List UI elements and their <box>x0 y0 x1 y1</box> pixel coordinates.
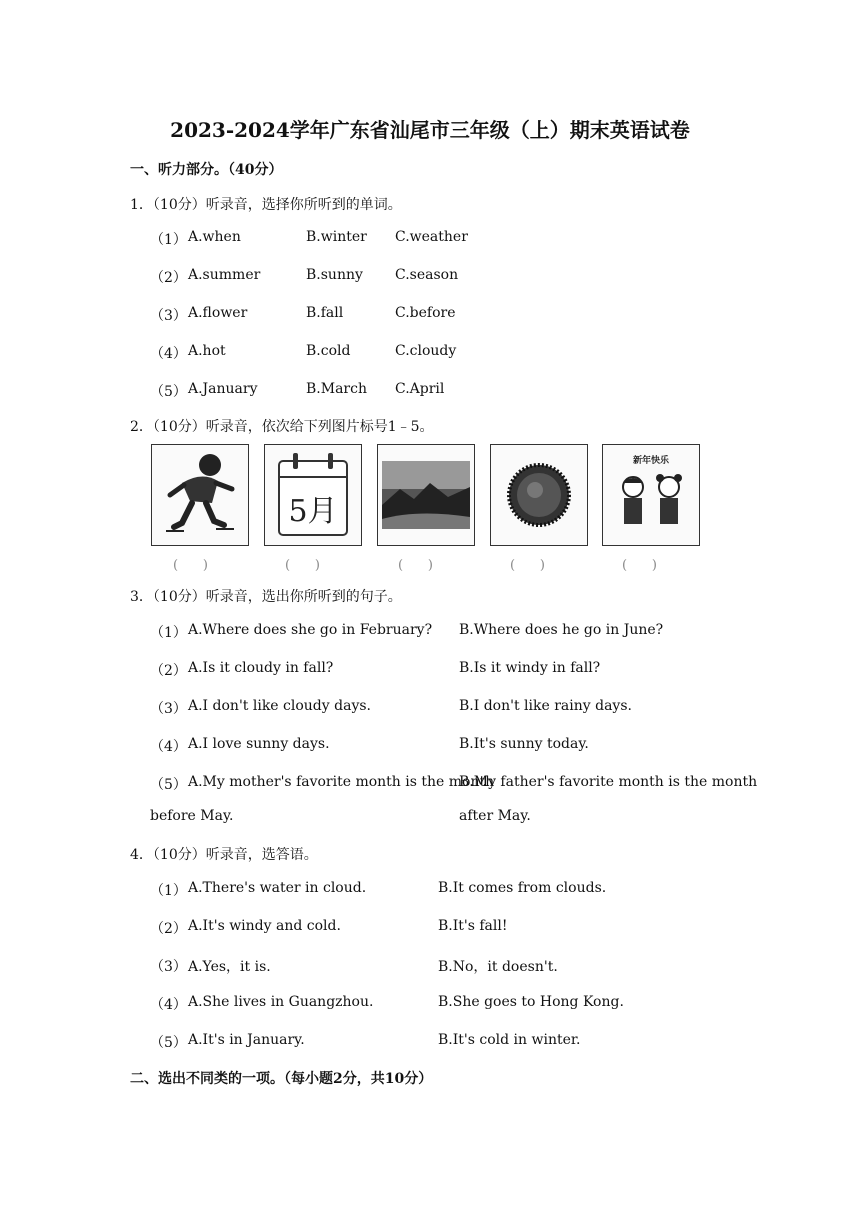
section-1-heading: 一、听力部分。（40分） <box>130 162 283 178</box>
q1-5-option-b: B.March <box>306 381 367 397</box>
calendar-icon <box>265 445 361 545</box>
q4-3-option-b: B.No，it doesn't. <box>438 959 558 975</box>
q3-3-option-b: B.I don't like rainy days. <box>459 698 632 714</box>
q3-2-option-b: B.Is it windy in fall? <box>459 660 601 676</box>
q3-5-option-b-cont: after May. <box>459 808 531 824</box>
calendar-text: 5月 <box>288 494 338 529</box>
answer-blank-1[interactable]: ( ) <box>173 558 208 573</box>
picture-calendar <box>264 444 362 546</box>
q1-3-option-a: A.flower <box>188 305 248 321</box>
answer-blank-5[interactable]: ( ) <box>622 558 657 573</box>
q1-3-option-c: C.before <box>395 305 456 321</box>
q1-4-option-b: B.cold <box>306 343 351 359</box>
q4-2-option-b: B.It's fall! <box>438 918 508 934</box>
sun-icon <box>491 445 587 545</box>
q1-5-option-c: C.April <box>395 381 445 397</box>
q3-3-option-a: A.I don't like cloudy days. <box>188 698 371 714</box>
q4-1-option-a: A.There's water in cloud. <box>188 880 367 896</box>
q3-4-option-b: B.It's sunny today. <box>459 736 589 752</box>
q4-4-option-b: B.She goes to Hong Kong. <box>438 994 624 1010</box>
new-year-kids-icon <box>603 445 699 545</box>
exam-page: 2023-2024学年广东省汕尾市三年级（上）期末英语试卷 一、听力部分。（40分） 1．（10分）听录音，选择你所听到的单词。 （1） A.when B.winter C.weather （2） A.summer B.sunny C.season （3） A.flower B.fall C.before （4） A.hot B.cold C.cloudy （5） A.January B.March C.April 2．（10分）听录音，依次给下列图片标号1﹣5。 5月 新年快乐 ( ) ( ) ( ) ( ) ( ) 3．（10分）听录音，选出你所听到的句子。 （1） A.Where does she go in February? B.Where does he go in June? （2） A.Is it cloudy in fall? B.Is it windy in fall? （3） A.I don't like cloudy days. B.I don't like rainy days. （4） A.I love sunny days. B.It's sunny today. （5） A.My mother's favorite month is the month before May. B.My father's favorite month is the month after May. 4．（10分）听录音，选答语。 （1） A.There's water in cloud. B.It comes from clouds. （2） A.It's windy and cold. B.It's fall! （3） A.Yes，it is. B.No，it doesn't. （4） A.She lives in Guangzhou. B.She goes to Hong Kong. （5） A.It's in January. B.It's cold in winter. 二、选出不同类的一项。（每小题2分，共10分） <box>0 0 860 1216</box>
q1-4-option-c: C.cloudy <box>395 343 457 359</box>
q4-2-option-a: A.It's windy and cold. <box>188 918 341 934</box>
q1-2-option-c: C.season <box>395 267 459 283</box>
q3-5-option-b: B.My father's favorite month is the month <box>459 774 758 790</box>
q4-5-option-b: B.It's cold in winter. <box>438 1032 581 1048</box>
q2-stem: 2．（10分）听录音，依次给下列图片标号1﹣5。 <box>130 419 434 435</box>
banner-text: 新年快乐 <box>632 456 670 466</box>
q4-stem: 4．（10分）听录音，选答语。 <box>130 847 318 863</box>
q1-1-option-b: B.winter <box>306 229 367 245</box>
picture-sun <box>490 444 588 546</box>
q1-2-option-b: B.sunny <box>306 267 363 283</box>
q3-5-option-a-cont: before May. <box>150 808 234 824</box>
q3-stem: 3．（10分）听录音，选出你所听到的句子。 <box>130 589 402 605</box>
answer-blank-3[interactable]: ( ) <box>398 558 433 573</box>
q4-4-option-a: A.She lives in Guangzhou. <box>188 994 374 1010</box>
q1-stem: 1．（10分）听录音，选择你所听到的单词。 <box>130 197 402 213</box>
q4-3-option-a: A.Yes，it is. <box>188 959 271 975</box>
landscape-icon <box>378 445 474 545</box>
picture-skater <box>151 444 249 546</box>
q3-1-option-a: A.Where does she go in February? <box>188 622 433 638</box>
q1-4-option-a: A.hot <box>188 343 226 359</box>
q1-2-option-a: A.summer <box>188 267 261 283</box>
picture-landscape <box>377 444 475 546</box>
q4-5-option-a: A.It's in January. <box>188 1032 305 1048</box>
q1-1-option-c: C.weather <box>395 229 468 245</box>
page-title: 2023-2024学年广东省汕尾市三年级（上）期末英语试卷 <box>170 118 690 142</box>
q3-5-option-a: A.My mother's favorite month is the month <box>188 774 495 790</box>
q1-1-option-a: A.when <box>188 229 241 245</box>
q3-2-option-a: A.Is it cloudy in fall? <box>188 660 334 676</box>
q4-1-option-b: B.It comes from clouds. <box>438 880 607 896</box>
q1-3-option-b: B.fall <box>306 305 344 321</box>
answer-blank-2[interactable]: ( ) <box>285 558 320 573</box>
section-2-heading: 二、选出不同类的一项。（每小题2分，共10分） <box>130 1071 433 1087</box>
picture-new-year <box>602 444 700 546</box>
answer-blank-4[interactable]: ( ) <box>510 558 545 573</box>
skater-icon <box>152 445 248 545</box>
q1-5-option-a: A.January <box>188 381 258 397</box>
q3-1-option-b: B.Where does he go in June? <box>459 622 664 638</box>
q3-4-option-a: A.I love sunny days. <box>188 736 330 752</box>
